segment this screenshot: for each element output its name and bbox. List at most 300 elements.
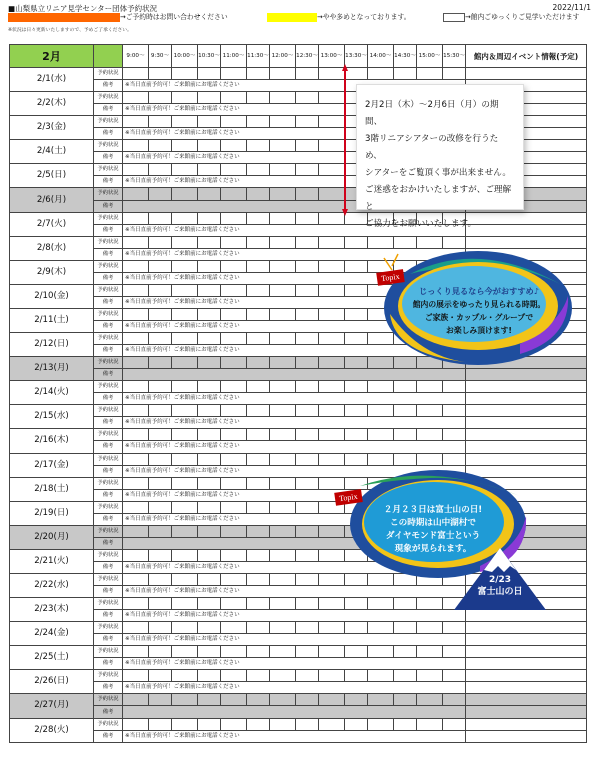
table-row-status [10,670,587,682]
topix-1-line-3: ご家族・カップル・グループで [424,313,534,322]
slot-cell [149,116,172,128]
slot-cell [345,453,368,465]
slot-cell [270,357,296,369]
row-label-status: 予約状況 [94,622,123,634]
slot-cell [319,694,345,706]
topix-tag-1: Topix [376,269,404,286]
slot-cell [123,694,149,706]
slot-cell [149,92,172,104]
slot-cell [443,453,466,465]
table-row-remark [10,634,587,646]
row-label-remark: 備考 [94,561,123,573]
slot-cell [296,381,319,393]
slot-cell [123,646,149,658]
topix-2-line-3: ダイヤモンド富士という [385,531,481,541]
slot-cell [417,598,443,610]
slot-cell [221,333,247,345]
row-label-remark: 備考 [94,417,123,429]
slot-cell [123,140,149,152]
remark-cell: ※当日直前予約可！ご来館前にお電話ください [123,80,466,92]
slot-cell [198,405,221,417]
slot-cell [221,284,247,296]
slot-cell [296,333,319,345]
slot-cell [149,405,172,417]
row-label-status: 予約状況 [94,453,123,465]
slot-cell [198,236,221,248]
slot-cell [270,718,296,730]
slot-cell [319,429,345,441]
event-cell [466,682,587,694]
table-row-remark [10,441,587,453]
slot-cell [247,598,270,610]
slot-cell [345,357,368,369]
slot-cell [221,622,247,634]
slot-cell [172,598,198,610]
slot-cell [270,405,296,417]
slot-cell [172,260,198,272]
topix-2-line-1: ２月２３日は富士山の日! [383,505,483,515]
remark-cell: ※当日直前予約可！ご来館前にお電話ください [123,513,466,525]
slot-cell [198,477,221,489]
month-header-spacer [94,45,123,68]
remark-cell: ※当日直前予約可！ご来館前にお電話ください [123,152,466,164]
slot-cell [394,429,417,441]
slot-cell [270,598,296,610]
update-note: ※状況は日々更新いたしますので、予めご了承ください。 [8,28,132,33]
slot-cell [443,381,466,393]
slot-cell [296,646,319,658]
slot-cell [221,718,247,730]
slot-cell [149,308,172,320]
slot-cell [221,670,247,682]
slot-cell [247,68,270,80]
table-row-remark [10,658,587,670]
slot-cell [172,453,198,465]
legend-swatch-orange [8,13,120,22]
remark-cell: ※当日直前予約可！ご来館前にお電話ください [123,296,466,308]
time-slot-header: 10:00～ [172,45,198,68]
slot-cell [172,212,198,224]
row-label-remark: 備考 [94,537,123,549]
slot-cell [270,116,296,128]
slot-cell [198,549,221,561]
day-cell: 2/6(月) [10,188,94,212]
slot-cell [247,501,270,513]
slot-cell [345,622,368,634]
slot-cell [247,188,270,200]
topix-tag-2: Topix [334,489,362,506]
row-label-status: 予約状況 [94,357,123,369]
row-label-status: 予約状況 [94,140,123,152]
slot-cell [149,453,172,465]
slot-cell [319,140,345,152]
slot-cell [394,670,417,682]
row-label-remark: 備考 [94,224,123,236]
slot-cell [247,477,270,489]
day-cell: 2/10(金) [10,284,94,308]
slot-cell [394,622,417,634]
slot-cell [319,68,345,80]
row-label-status: 予約状況 [94,501,123,513]
slot-cell [417,694,443,706]
table-row-status [10,453,587,465]
topix-2-line-4: 現象が見られます。 [394,544,472,554]
slot-cell [247,236,270,248]
slot-cell [296,429,319,441]
slot-cell [221,68,247,80]
slot-cell [149,646,172,658]
day-cell: 2/13(月) [10,357,94,381]
slot-cell [247,405,270,417]
slot-cell [270,501,296,513]
event-cell [466,646,587,658]
period-arrow-icon [342,64,348,216]
slot-cell [172,525,198,537]
slot-cell [149,573,172,585]
time-slot-header: 15:30～ [443,45,466,68]
day-cell: 2/25(土) [10,646,94,670]
day-cell: 2/22(水) [10,573,94,597]
slot-cell [247,429,270,441]
row-label-status: 予約状況 [94,646,123,658]
slot-cell [198,718,221,730]
slot-cell [221,140,247,152]
slot-cell [221,525,247,537]
slot-cell [270,646,296,658]
slot-cell [296,405,319,417]
day-cell: 2/27(月) [10,694,94,718]
slot-cell [296,212,319,224]
slot-cell [149,284,172,296]
slot-cell [172,308,198,320]
slot-cell [368,694,394,706]
day-cell: 2/2(木) [10,92,94,116]
slot-cell [123,284,149,296]
time-slot-header: 13:30～ [345,45,368,68]
slot-cell [368,646,394,658]
theater-closure-notice [356,84,524,229]
row-label-status: 予約状況 [94,694,123,706]
remark-cell: ※当日直前予約可！ご来館前にお電話ください [123,128,466,140]
row-label-status: 予約状況 [94,236,123,248]
slot-cell [319,646,345,658]
slot-cell [198,646,221,658]
slot-cell [247,140,270,152]
event-cell [466,68,587,80]
slot-cell [270,236,296,248]
day-cell: 2/1(水) [10,68,94,92]
slot-cell [247,718,270,730]
slot-cell [123,573,149,585]
row-label-remark: 備考 [94,441,123,453]
row-label-remark: 備考 [94,658,123,670]
slot-cell [345,333,368,345]
slot-cell [198,260,221,272]
remark-cell: ※当日直前予約可！ご来館前にお電話ください [123,658,466,670]
slot-cell [345,381,368,393]
row-label-status: 予約状況 [94,598,123,610]
slot-cell [198,429,221,441]
table-row-remark [10,730,587,742]
slot-cell [123,333,149,345]
row-label-remark: 備考 [94,489,123,501]
slot-cell [443,405,466,417]
slot-cell [172,718,198,730]
day-cell: 2/11(土) [10,308,94,332]
slot-cell [172,116,198,128]
time-slot-header: 13:00～ [319,45,345,68]
slot-cell [296,622,319,634]
legend-swatch-yellow [267,13,317,22]
remark-cell: ※当日直前予約可！ご来館前にお電話ください [123,272,466,284]
slot-cell [319,188,345,200]
slot-cell [123,405,149,417]
slot-cell [296,357,319,369]
slot-cell [149,212,172,224]
event-cell [466,718,587,730]
event-info-header: 館内＆周辺イベント情報(予定) [466,45,587,68]
row-label-remark: 備考 [94,200,123,212]
slot-cell [221,646,247,658]
slot-cell [149,188,172,200]
legend-white [443,13,579,22]
slot-cell [198,92,221,104]
slot-cell [417,405,443,417]
slot-cell [417,646,443,658]
slot-cell [296,68,319,80]
slot-cell [172,622,198,634]
slot-cell [172,646,198,658]
day-cell: 2/5(日) [10,164,94,188]
row-label-status: 予約状況 [94,429,123,441]
row-label-status: 予約状況 [94,718,123,730]
topix-1-line-1: じっくり見るなら今がおすすめ♪ [419,286,539,296]
slot-cell [368,381,394,393]
slot-cell [221,549,247,561]
slot-cell [123,477,149,489]
slot-cell [417,622,443,634]
slot-cell [296,92,319,104]
table-header-row [10,45,587,68]
fuji-label [462,574,538,598]
slot-cell [149,333,172,345]
slot-cell [368,68,394,80]
row-label-status: 予約状況 [94,164,123,176]
slot-cell [123,381,149,393]
slot-cell [270,333,296,345]
slot-cell [123,429,149,441]
day-cell: 2/9(木) [10,260,94,284]
slot-cell [319,622,345,634]
slot-cell [247,381,270,393]
slot-cell [149,501,172,513]
slot-cell [198,357,221,369]
row-label-remark: 備考 [94,393,123,405]
row-label-remark: 備考 [94,248,123,260]
slot-cell [394,68,417,80]
slot-cell [247,164,270,176]
slot-cell [123,92,149,104]
row-label-remark: 備考 [94,513,123,525]
table-row-remark [10,393,587,405]
slot-cell [319,116,345,128]
event-cell [466,706,587,718]
slot-cell [198,333,221,345]
event-cell [466,658,587,670]
slot-cell [198,116,221,128]
slot-cell [270,92,296,104]
day-cell: 2/7(火) [10,212,94,236]
slot-cell [368,670,394,682]
slot-cell [270,694,296,706]
table-row-remark [10,610,587,622]
slot-cell [368,622,394,634]
remark-cell: ※当日直前予約可！ご来館前にお電話ください [123,320,466,332]
row-label-status: 予約状況 [94,212,123,224]
slot-cell [319,670,345,682]
table-row-status [10,646,587,658]
row-label-status: 予約状況 [94,284,123,296]
remark-cell: ※当日直前予約可！ご来館前にお電話ください [123,561,466,573]
time-slot-header: 14:30～ [394,45,417,68]
day-cell: 2/14(火) [10,381,94,405]
slot-cell [149,140,172,152]
remark-cell: ※当日直前予約可！ご来館前にお電話ください [123,634,466,646]
slot-cell [368,429,394,441]
slot-cell [319,381,345,393]
notice-line-2: 3階リニアシアターの改修を行うため、 [365,134,499,161]
slot-cell [394,405,417,417]
slot-cell [296,140,319,152]
time-slot-header: 12:30～ [296,45,319,68]
slot-cell [221,381,247,393]
row-label-remark: 備考 [94,706,123,718]
slot-cell [394,381,417,393]
slot-cell [247,284,270,296]
slot-cell [247,525,270,537]
slot-cell [221,429,247,441]
slot-cell [319,308,345,320]
remark-cell: ※当日直前予約可！ご来館前にお電話ください [123,176,466,188]
remark-cell [123,369,466,381]
row-label-status: 予約状況 [94,405,123,417]
slot-cell [123,260,149,272]
slot-cell [394,453,417,465]
remark-cell: ※当日直前予約可！ご来館前にお電話ください [123,489,466,501]
day-cell: 2/23(木) [10,598,94,622]
page-title: ■山梨県立リニア見学センター団体予約状況 [8,4,158,13]
time-slot-header: 12:00～ [270,45,296,68]
remark-cell: ※当日直前予約可！ご来館前にお電話ください [123,441,466,453]
event-cell [466,694,587,706]
slot-cell [172,236,198,248]
row-label-remark: 備考 [94,176,123,188]
slot-cell [247,670,270,682]
slot-cell [368,718,394,730]
month-header: 2月 [10,45,94,68]
slot-cell [123,622,149,634]
table-row-status [10,718,587,730]
slot-cell [296,308,319,320]
slot-cell [394,718,417,730]
slot-cell [172,333,198,345]
row-label-status: 予約状況 [94,381,123,393]
slot-cell [270,188,296,200]
slot-cell [149,381,172,393]
slot-cell [149,718,172,730]
slot-cell [270,164,296,176]
slot-cell [123,164,149,176]
time-slot-header: 14:00～ [368,45,394,68]
slot-cell [319,333,345,345]
event-cell [466,622,587,634]
slot-cell [417,429,443,441]
slot-cell [296,718,319,730]
remark-cell: ※当日直前予約可！ご来館前にお電話ください [123,393,466,405]
slot-cell [172,405,198,417]
slot-cell [247,357,270,369]
slot-cell [417,453,443,465]
event-cell [466,417,587,429]
slot-cell [345,718,368,730]
slot-cell [221,92,247,104]
row-label-remark: 備考 [94,634,123,646]
slot-cell [149,598,172,610]
slot-cell [319,236,345,248]
table-row-remark [10,417,587,429]
topix-1-text [398,285,560,337]
slot-cell [198,694,221,706]
slot-cell [443,429,466,441]
remark-cell: ※当日直前予約可！ご来館前にお電話ください [123,730,466,742]
row-label-remark: 備考 [94,152,123,164]
slot-cell [198,68,221,80]
slot-cell [198,501,221,513]
row-label-remark: 備考 [94,345,123,357]
slot-cell [198,573,221,585]
slot-cell [123,598,149,610]
table-row-status [10,622,587,634]
day-cell: 2/18(土) [10,477,94,501]
slot-cell [443,718,466,730]
row-label-remark: 備考 [94,320,123,332]
slot-cell [247,333,270,345]
event-cell [466,670,587,682]
slot-cell [149,622,172,634]
event-cell [466,730,587,742]
notice-line-3: シアターをご覧頂く事が出来ません。 [365,168,512,178]
slot-cell [149,260,172,272]
row-label-status: 予約状況 [94,92,123,104]
time-slot-header: 9:00～ [123,45,149,68]
slot-cell [345,429,368,441]
event-cell [466,453,587,465]
slot-cell [247,622,270,634]
slot-cell [443,68,466,80]
remark-cell: ※当日直前予約可！ご来館前にお電話ください [123,248,466,260]
slot-cell [172,573,198,585]
slot-cell [123,501,149,513]
row-label-remark: 備考 [94,730,123,742]
day-cell: 2/24(金) [10,622,94,646]
slot-cell [394,646,417,658]
time-slot-header: 9:30～ [149,45,172,68]
row-label-status: 予約状況 [94,549,123,561]
row-label-remark: 備考 [94,586,123,598]
remark-cell: ※当日直前予約可！ご来館前にお電話ください [123,345,466,357]
slot-cell [221,453,247,465]
slot-cell [319,284,345,296]
